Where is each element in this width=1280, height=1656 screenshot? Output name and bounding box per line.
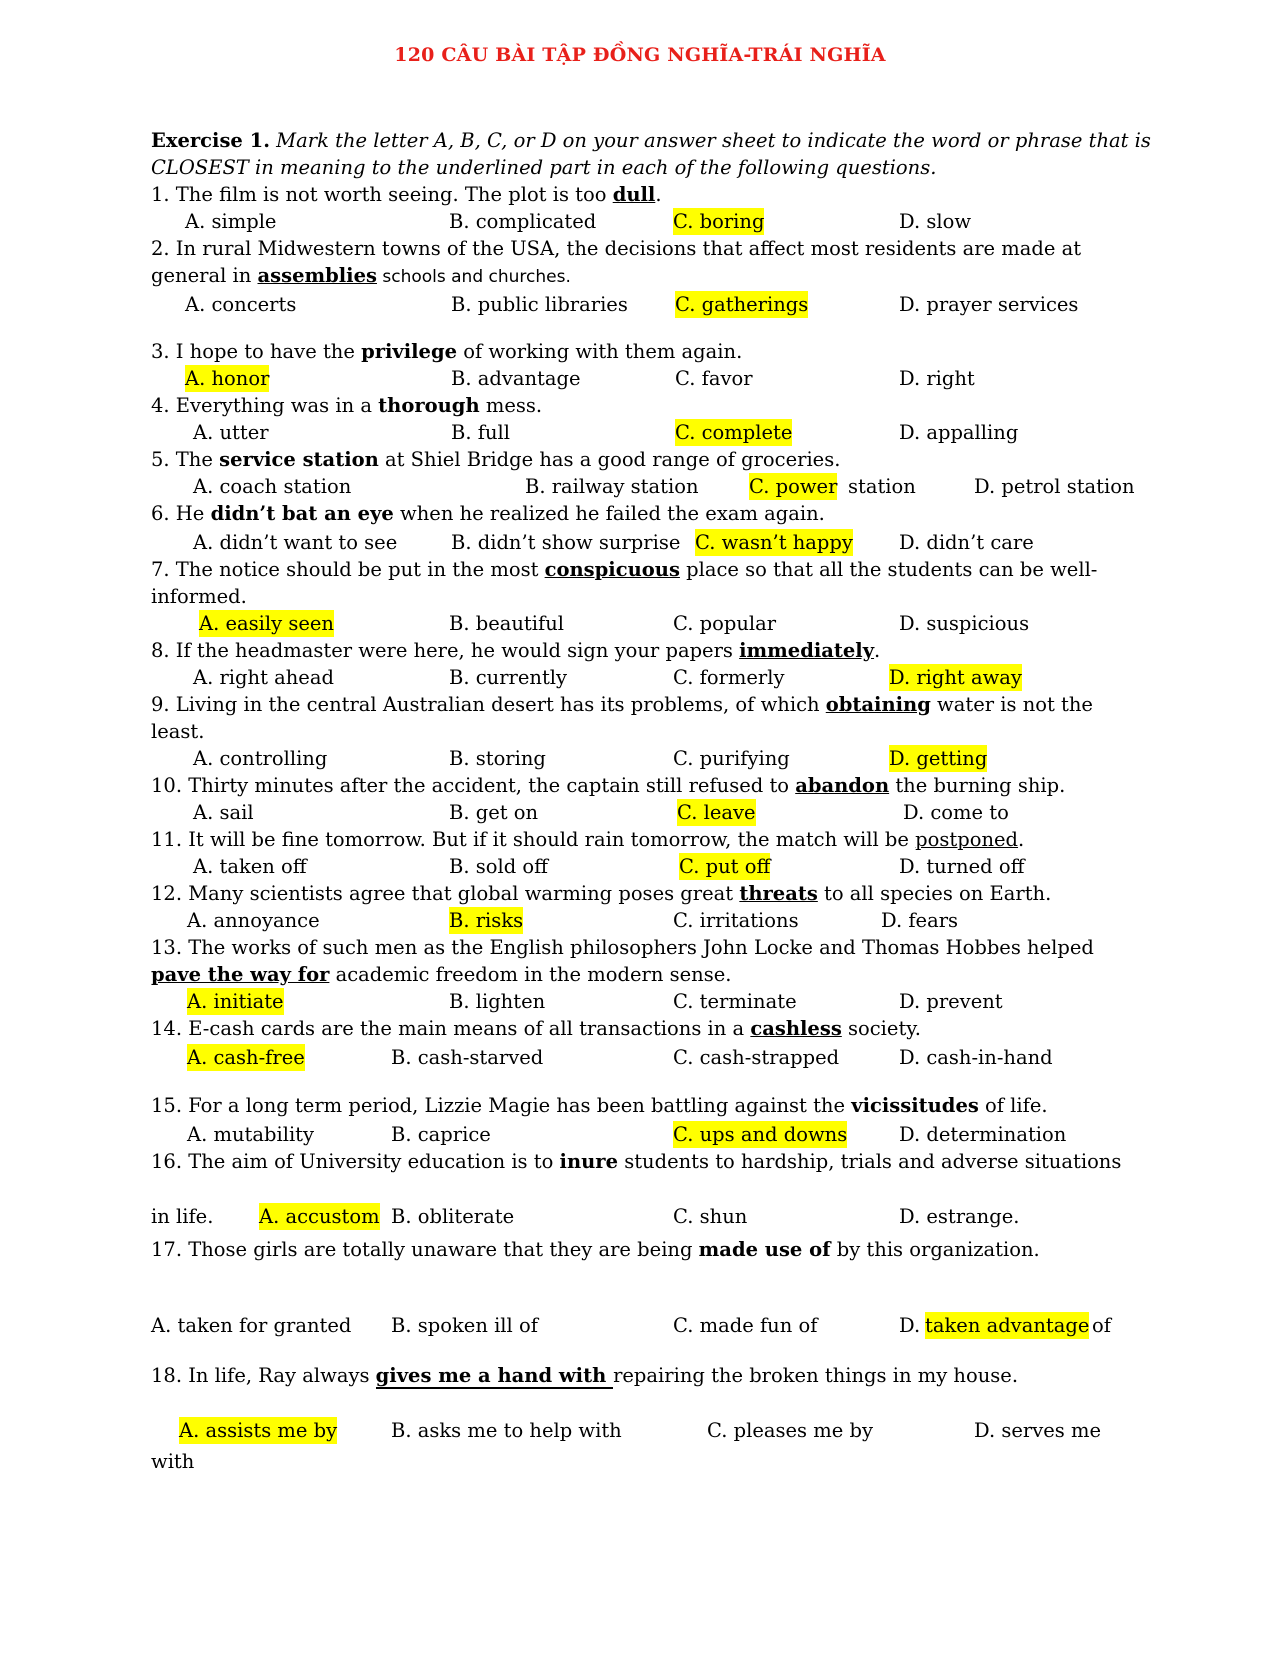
target-word: assemblies — [257, 264, 377, 287]
option-d[interactable]: D. estrange. — [899, 1205, 1020, 1228]
answer-options — [151, 853, 1151, 880]
option-a[interactable]: A. concerts — [185, 293, 297, 316]
option-b[interactable]: B. railway station — [525, 475, 699, 498]
target-word: threats — [739, 882, 818, 905]
answer-options — [151, 365, 1151, 392]
target-word: thorough — [378, 394, 480, 417]
answer-options — [151, 473, 1151, 500]
answer-options — [151, 208, 1151, 235]
answer-options — [151, 610, 1151, 637]
target-word: privilege — [361, 340, 457, 363]
option-d[interactable]: D. appalling — [899, 421, 1019, 444]
option-c-suffix: station — [848, 475, 916, 498]
option-b-answer[interactable]: B. risks — [449, 909, 524, 932]
option-a-answer[interactable]: A. initiate — [187, 990, 284, 1013]
target-word: gives me a hand with — [375, 1364, 614, 1387]
option-c[interactable]: C. purifying — [673, 747, 790, 770]
option-b[interactable]: B. public libraries — [451, 293, 628, 316]
target-word: abandon — [795, 774, 890, 797]
question-stem-cont: pave the way for academic freedom in the modern sense. — [151, 963, 732, 986]
answer-options — [151, 529, 1151, 556]
target-word: postponed — [915, 828, 1019, 851]
option-b[interactable]: B. storing — [449, 747, 546, 770]
option-b[interactable]: B. sold off — [449, 855, 548, 878]
question-stem: 8. If the headmaster were here, he would sign your papers immediately. — [151, 639, 881, 662]
answer-options — [151, 988, 1151, 1015]
option-b[interactable]: B. lighten — [449, 990, 546, 1013]
option-b[interactable]: B. beautiful — [449, 612, 565, 635]
exercise-instruction: Mark the letter A, B, C, or D on your answer sheet to indicate the word or phrase that is CLOSEST in meaning to the underlined part in each of the following questions. — [151, 129, 1151, 179]
answer-options — [151, 664, 1151, 691]
option-d[interactable]: D. didn’t care — [899, 531, 1034, 554]
answer-options — [151, 1044, 1151, 1071]
option-b[interactable]: B. cash-starved — [391, 1046, 544, 1069]
exercise-intro — [151, 127, 1151, 181]
option-a-answer[interactable]: A. honor — [185, 367, 270, 390]
option-c[interactable]: C. favor — [675, 367, 753, 390]
option-a[interactable]: A. simple — [185, 210, 277, 233]
option-c[interactable]: C. cash-strapped — [673, 1046, 840, 1069]
option-b[interactable]: B. advantage — [451, 367, 581, 390]
question-stem: 3. I hope to have the privilege of working with them again. — [151, 340, 743, 363]
option-c-answer[interactable]: C. wasn’t happy — [695, 531, 853, 554]
option-b[interactable]: B. didn’t show surprise — [451, 531, 681, 554]
option-d[interactable]: D. prayer services — [899, 293, 1079, 316]
option-d-suffix: of — [1092, 1314, 1111, 1337]
option-c[interactable]: C. irritations — [673, 909, 799, 932]
option-d[interactable]: D. slow — [899, 210, 972, 233]
option-d-prefix: D. — [899, 1314, 921, 1337]
question-stem: 18. In life, Ray always gives me a hand with repairing the broken things in my house. — [151, 1364, 1019, 1387]
question-stem-cont: informed. — [151, 585, 247, 608]
question-stem: 11. It will be fine tomorrow. But if it should rain tomorrow, the match will be postponed. — [151, 828, 1025, 851]
option-d[interactable]: D. come to — [903, 801, 1009, 824]
question-stem: 14. E-cash cards are the main means of all transactions in a cashless society. — [151, 1017, 921, 1040]
option-a[interactable]: A. annoyance — [187, 909, 320, 932]
option-c-answer[interactable]: C. complete — [675, 421, 793, 444]
option-a[interactable]: A. utter — [193, 421, 269, 444]
answer-options — [151, 745, 1151, 772]
option-c[interactable]: C. formerly — [673, 666, 785, 689]
target-word: inure — [559, 1150, 618, 1173]
option-d[interactable]: D. serves me — [974, 1419, 1101, 1442]
target-word: pave the way for — [151, 963, 330, 986]
option-c[interactable]: C. popular — [673, 612, 777, 635]
target-word: didn’t bat an eye — [210, 502, 394, 525]
option-b[interactable]: B. full — [451, 421, 510, 444]
question-stem: 12. Many scientists agree that global warming poses great threats to all species on Earth. — [151, 882, 1052, 905]
exercise-document — [151, 127, 1151, 1475]
option-d-answer[interactable]: taken advantage — [925, 1314, 1090, 1337]
option-d[interactable]: D. right — [899, 367, 975, 390]
option-a[interactable]: A. didn’t want to see — [193, 531, 398, 554]
option-d[interactable]: D. turned off — [899, 855, 1025, 878]
option-c[interactable]: C. pleases me by — [707, 1419, 873, 1442]
option-c[interactable]: C. terminate — [673, 990, 797, 1013]
target-word: service station — [219, 448, 379, 471]
target-word: dull — [612, 183, 656, 206]
option-b[interactable]: B. currently — [449, 666, 568, 689]
exercise-label: Exercise 1. — [151, 129, 270, 152]
answer-options — [151, 907, 1151, 934]
question-stem-cont: general in assemblies schools and churches. — [151, 264, 571, 287]
option-c-answer[interactable]: C. gatherings — [675, 293, 809, 316]
question-stem: 2. In rural Midwestern towns of the USA, the decisions that affect most residents are made at — [151, 237, 1082, 260]
option-d[interactable]: D. petrol station — [974, 475, 1135, 498]
option-d[interactable]: D. suspicious — [899, 612, 1030, 635]
option-b[interactable]: B. asks me to help with — [391, 1419, 622, 1442]
option-c-answer[interactable]: C. power — [749, 475, 838, 498]
question-stem: 4. Everything was in a thorough mess. — [151, 394, 543, 417]
target-word: immediately — [739, 639, 875, 662]
target-word: vicissitudes — [851, 1094, 979, 1117]
target-word: made use of — [698, 1238, 831, 1261]
target-word: obtaining — [825, 693, 931, 716]
option-d[interactable]: D. fears — [881, 909, 959, 932]
option-c[interactable]: C. shun — [673, 1205, 748, 1228]
option-a[interactable]: A. mutability — [187, 1123, 315, 1146]
question-stem: 1. The film is not worth seeing. The plot is too dull. — [151, 183, 662, 206]
option-c-answer[interactable]: C. leave — [677, 801, 756, 824]
option-d-cont: with — [151, 1450, 195, 1473]
option-a[interactable]: A. sail — [193, 801, 254, 824]
question-stem: 5. The service station at Shiel Bridge has a good range of groceries. — [151, 448, 841, 471]
option-d-answer[interactable]: D. right away — [889, 666, 1022, 689]
question-stem: 7. The notice should be put in the most conspicuous place so that all the students can be well- — [151, 558, 1098, 581]
question-stem: 16. The aim of University education is to inure students to hardship, trials and adverse situations — [151, 1150, 1122, 1173]
option-c-answer[interactable]: C. ups and downs — [673, 1123, 848, 1146]
option-b[interactable]: B. spoken ill of — [391, 1314, 538, 1337]
target-word: cashless — [750, 1017, 842, 1040]
question-stem: 17. Those girls are totally unaware that they are being made use of by this organization. — [151, 1238, 1040, 1261]
option-b[interactable]: B. complicated — [449, 210, 597, 233]
answer-options — [151, 1312, 1151, 1339]
answer-options — [151, 799, 1151, 826]
option-b[interactable]: B. get on — [449, 801, 539, 824]
answer-options — [151, 1121, 1151, 1148]
option-c-answer[interactable]: C. put off — [679, 855, 771, 878]
option-b[interactable]: B. obliterate — [391, 1205, 515, 1228]
question-stem: 6. He didn’t bat an eye when he realized he failed the exam again. — [151, 502, 825, 525]
page-title: 120 CÂU BÀI TẬP ĐỒNG NGHĨA-TRÁI NGHĨA — [394, 44, 886, 66]
option-d-answer[interactable]: D. getting — [889, 747, 988, 770]
option-d[interactable]: D. determination — [899, 1123, 1067, 1146]
option-d[interactable]: D. cash-in-hand — [899, 1046, 1053, 1069]
option-a-answer[interactable]: A. easily seen — [199, 612, 334, 635]
option-a[interactable]: A. taken for granted — [151, 1314, 352, 1337]
option-a-answer[interactable]: A. cash-free — [187, 1046, 305, 1069]
option-a[interactable]: A. coach station — [193, 475, 352, 498]
option-a[interactable]: A. right ahead — [193, 666, 334, 689]
question-stem: 10. Thirty minutes after the accident, the captain still refused to abandon the burning ship. — [151, 774, 1066, 797]
answer-options — [151, 1417, 1151, 1444]
option-b[interactable]: B. caprice — [391, 1123, 491, 1146]
answer-options — [151, 291, 1151, 318]
question-stem: 13. The works of such men as the English philosophers John Locke and Thomas Hobbes helped — [151, 936, 1094, 959]
option-a[interactable]: A. controlling — [193, 747, 328, 770]
answer-options — [151, 1203, 1151, 1230]
question-stem-cont: least. — [151, 720, 205, 743]
option-a[interactable]: A. taken off — [193, 855, 307, 878]
option-a-answer[interactable]: A. assists me by — [179, 1419, 338, 1442]
target-word: conspicuous — [544, 558, 680, 581]
option-c-answer[interactable]: C. boring — [673, 210, 765, 233]
question-stem: 15. For a long term period, Lizzie Magie has been battling against the vicissitudes of life. — [151, 1094, 1048, 1117]
question-stem: 9. Living in the central Australian desert has its problems, of which obtaining water is not the — [151, 693, 1093, 716]
option-d[interactable]: D. prevent — [899, 990, 1003, 1013]
option-c[interactable]: C. made fun of — [673, 1314, 818, 1337]
option-a-answer[interactable]: A. accustom — [259, 1205, 380, 1228]
question-stem-cont: in life. — [151, 1205, 214, 1228]
answer-options — [151, 419, 1151, 446]
